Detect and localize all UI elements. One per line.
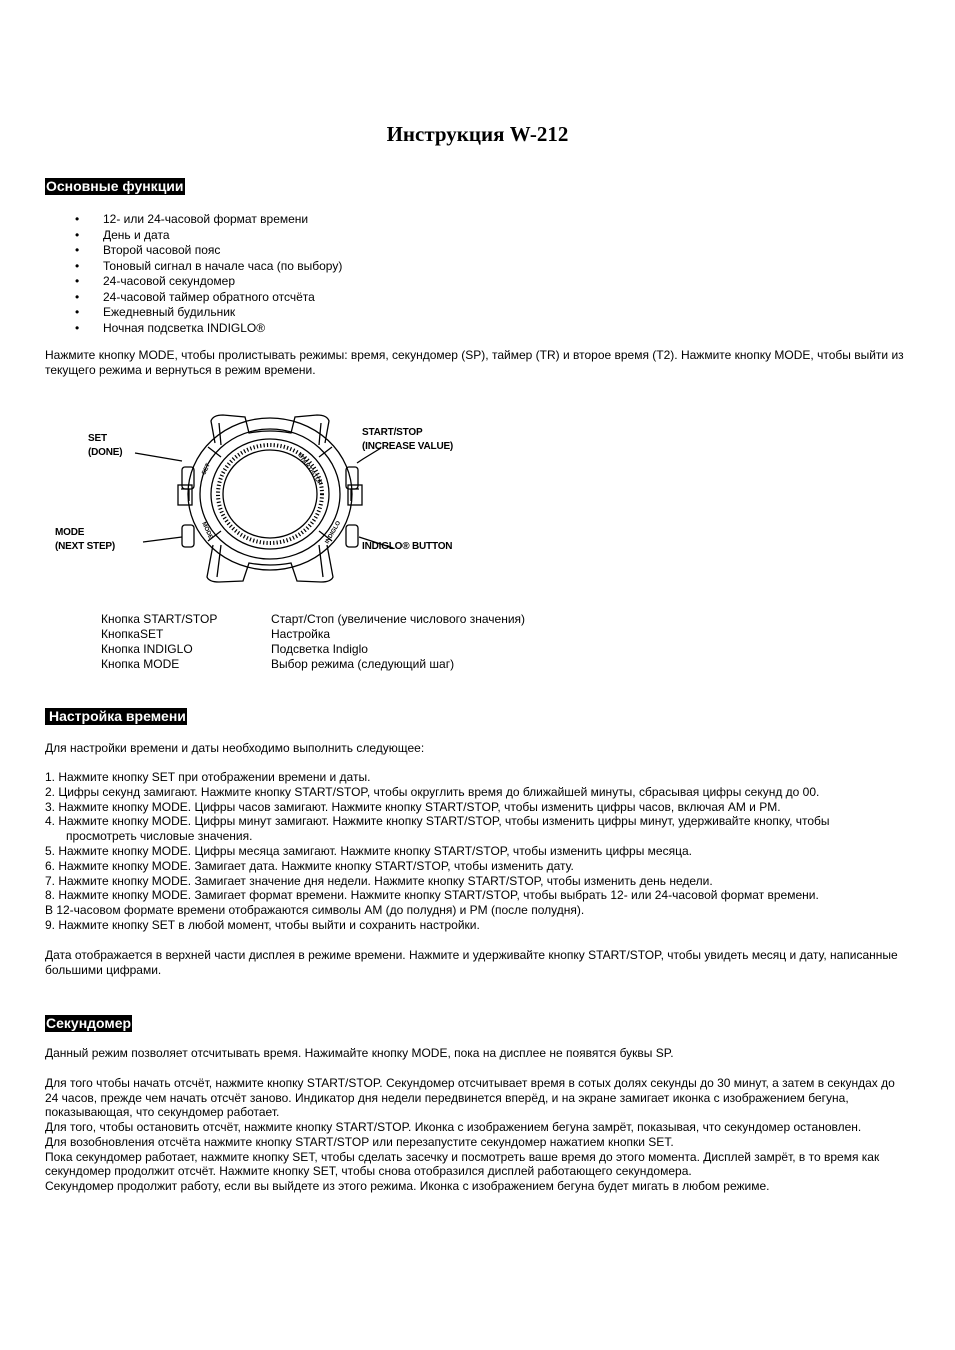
bezel-indiglo-text: INDIGLO <box>324 520 343 545</box>
label-line: MODE <box>55 527 85 538</box>
mode-paragraph: Нажмите кнопку MODE, чтобы пролистывать режимы: время, секундомер (SP), таймер (TR) и второе время (T2). Нажмите кнопку MODE, чтобы выйти из текущего режима и вернуться в режим времени. <box>45 348 904 377</box>
list-item: 5. Нажмите кнопку MODE. Цифры месяца замигают. Нажмите кнопку START/STOP, чтобы изменить цифры месяца. <box>45 843 692 858</box>
list-item <box>45 290 342 306</box>
table-row <box>101 657 525 672</box>
stopwatch-paragraph-resume: Для возобновления отсчёта нажмите кнопку START/STOP или перезапустите секундомер нажатием кнопки SET. <box>45 1134 674 1149</box>
diagram-label-indiglo <box>362 540 452 554</box>
time-setting-steps <box>45 770 905 933</box>
stopwatch-paragraph-stop: Для того, чтобы остановить отсчёт, нажмите кнопку START/STOP. Иконка с изображением бегуна замрёт, показывая, что секундомер остановлен. <box>45 1120 862 1135</box>
list-item <box>45 243 342 259</box>
list-item-text: День и дата <box>103 227 170 242</box>
list-item <box>45 228 342 244</box>
date-note-paragraph: Дата отображается в верхней части дисплея в режиме времени. Нажмите и удерживайте кнопку START/STOP, чтобы увидеть месяц и дату, написанные большими цифрами. <box>45 948 898 977</box>
list-item <box>45 321 342 337</box>
diagram-label-set <box>88 432 122 460</box>
table-cell-key: Кнопка START/STOP <box>101 612 218 626</box>
list-item: просмотреть числовые значения. <box>66 829 253 844</box>
list-item <box>45 274 342 290</box>
stopwatch-body <box>45 1076 905 1194</box>
diagram-label-mode <box>55 526 115 554</box>
label-line: (DONE) <box>88 447 123 458</box>
list-item: 6. Нажмите кнопку MODE. Замигает дата. Нажмите кнопку START/STOP, чтобы изменить дату. <box>45 858 574 873</box>
bullet-icon: • <box>75 212 80 226</box>
time-setting-intro: Для настройки времени и даты необходимо выполнить следующее: <box>45 741 425 755</box>
label-line: INDIGLO® BUTTON <box>362 541 453 552</box>
bezel-mode-text: MODE <box>200 521 214 541</box>
list-item-text: Ночная подсветка INDIGLO® <box>103 320 266 335</box>
table-cell-value: Выбор режима (следующий шаг) <box>271 657 455 671</box>
list-item: 7. Нажмите кнопку MODE. Замигает значение дня недели. Нажмите кнопку START/STOP, чтобы изменить день недели. <box>45 873 713 888</box>
list-item-text: 12- или 24-часовой формат времени <box>103 212 309 226</box>
stopwatch-paragraph-split: Пока секундомер работает, нажмите кнопку SET, чтобы сделать засечку и посмотреть ваше время до этого момента. Дисплей замрёт, в то время как секундомер продолжит отсчёт. Нажмите кнопку SET, чтобы снова отобразился дисплей работающего секундомера. <box>45 1149 880 1179</box>
table-row <box>101 642 525 657</box>
bullet-icon: • <box>75 305 80 319</box>
table-row <box>101 612 525 627</box>
bullet-icon: • <box>75 227 80 242</box>
section-heading-time-setting: Настройка времени <box>45 708 187 725</box>
list-item-text: Второй часовой пояс <box>103 243 221 257</box>
page-title: Инструкция W-212 <box>386 122 569 147</box>
table-cell-key: КнопкаSET <box>101 627 164 641</box>
table-cell-value: Старт/Стоп (увеличение числового значения) <box>271 612 526 626</box>
stopwatch-paragraph-background: Секундомер продолжит работу, если вы выйдете из этого режима. Иконка с изображением бегуна будет мигать в любом режиме. <box>45 1178 770 1193</box>
diagram-label-start-stop <box>362 426 453 454</box>
stopwatch-intro: Данный режим позволяет отсчитывать время. Нажимайте кнопку MODE, пока на дисплее не появятся буквы SP. <box>45 1046 674 1060</box>
bullet-icon: • <box>75 258 80 273</box>
list-item: 9. Нажмите кнопку SET в любой момент, чтобы выйти и сохранить настройки. <box>45 917 480 932</box>
table-cell-value: Настройка <box>271 627 331 641</box>
list-item-text: 24-часовой секундомер <box>103 274 235 288</box>
stopwatch-paragraph-start: Для того чтобы начать отсчёт, нажмите кнопку START/STOP. Секундомер отсчитывает время в сотых долях секунды до 30 минут, а затем в секундах до 24 часов, прежде чем начать отсчёт заново. Индикатор дня недели передвинется вперёд, и на экране замигает иконка с изображением бегуна, показывающая, что секундомер работает. <box>45 1076 895 1120</box>
list-item: В 12-часовом формате времени отображаются символы AM (до полудня) и PM (после полудня). <box>45 903 585 918</box>
table-cell-value: Подсветка Indiglo <box>271 642 368 656</box>
bezel-start-stop-text: START/STOP <box>296 452 323 487</box>
section-heading-stopwatch: Секундомер <box>46 1015 132 1031</box>
label-line: START/STOP <box>362 427 423 438</box>
list-item <box>45 212 342 228</box>
list-item: 8. Нажмите кнопку MODE. Замигает формат времени. Нажмите кнопку START/STOP, чтобы выбрать 12- или 24-часовой формат времени. <box>45 888 819 903</box>
list-item-text: Ежедневный будильник <box>103 305 236 319</box>
buttons-table <box>101 612 525 672</box>
bullet-icon: • <box>75 274 80 288</box>
label-line: (NEXT STEP) <box>55 541 116 552</box>
list-item <box>45 305 342 321</box>
table-cell-key: Кнопка INDIGLO <box>101 642 193 656</box>
table-row <box>101 627 525 642</box>
features-list <box>45 212 342 336</box>
bezel-set-text: SET <box>201 462 212 476</box>
bullet-icon: • <box>75 243 80 257</box>
label-line: (INCREASE VALUE) <box>362 441 454 452</box>
list-item: 3. Нажмите кнопку MODE. Цифры часов замигают. Нажмите кнопку START/STOP, чтобы изменить цифры часов, включая AM и PM. <box>45 799 781 814</box>
list-item: 4. Нажмите кнопку MODE. Цифры минут замигают. Нажмите кнопку START/STOP, чтобы изменить цифры минут, удерживайте кнопку, чтобы <box>45 814 830 829</box>
section-heading-basic-functions: Основные функции <box>46 178 184 194</box>
list-item: 1. Нажмите кнопку SET при отображении времени и даты. <box>45 770 371 784</box>
list-item: 2. Цифры секунд замигают. Нажмите кнопку START/STOP, чтобы округлить время до ближайшей минуты, сбрасывая цифры секунд до 00. <box>45 784 820 799</box>
list-item-text: Тоновый сигнал в начале часа (по выбору) <box>103 258 343 273</box>
table-cell-key: Кнопка MODE <box>101 657 180 671</box>
label-line: SET <box>88 433 107 444</box>
bullet-icon: • <box>75 320 80 335</box>
list-item-text: 24-часовой таймер обратного отсчёта <box>103 289 315 304</box>
watch-diagram <box>45 405 475 590</box>
bullet-icon: • <box>75 289 80 304</box>
list-item <box>45 259 342 275</box>
